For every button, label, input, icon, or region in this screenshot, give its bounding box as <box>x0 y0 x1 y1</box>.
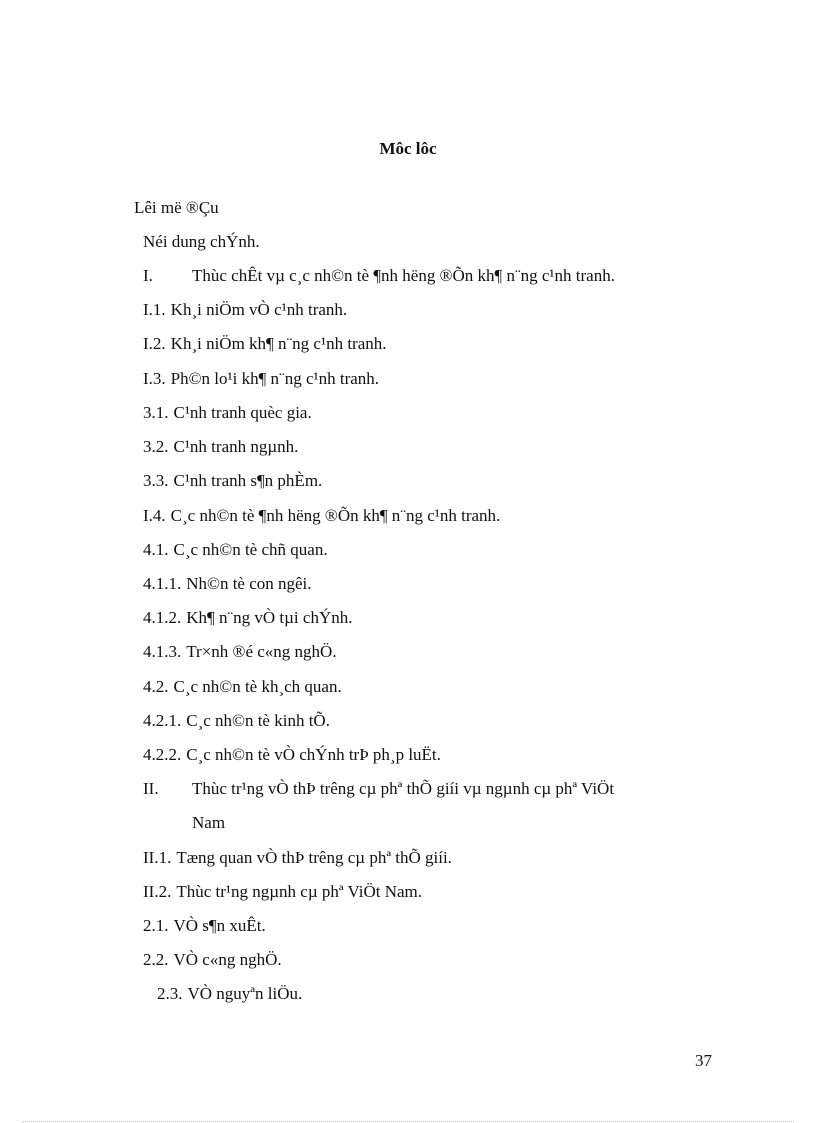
toc-entry-number: 2.2. <box>143 950 169 969</box>
toc-entry-number: 4.1.1. <box>143 574 182 593</box>
toc-entry-number: II. <box>143 779 159 798</box>
toc-entry <box>143 677 342 697</box>
toc-entry-text: Kh¸i niÖm vÒ c¹nh tranh. <box>170 300 348 319</box>
toc-entry-text: Kh¸i niÖm kh¶ n¨ng c¹nh tranh. <box>170 334 387 353</box>
toc-entry <box>143 540 328 560</box>
toc-entry-text: C¸c nh©n tè kh¸ch quan. <box>173 677 342 696</box>
toc-entry-number: 2.3. <box>157 984 183 1003</box>
toc-entry <box>143 642 337 662</box>
toc-entry <box>143 334 387 354</box>
toc-entry-continuation <box>192 813 225 833</box>
toc-entry-number: 3.3. <box>143 471 169 490</box>
toc-entry-number: I. <box>143 266 153 285</box>
toc-entry-text: Lêi më ®Çu <box>134 198 219 217</box>
page-number: 37 <box>695 1051 712 1070</box>
toc-entry-number: 3.1. <box>143 403 169 422</box>
toc-entry-text: C¹nh tranh quèc gia. <box>173 403 312 422</box>
toc-entry <box>143 300 347 320</box>
toc-entry-number: 2.1. <box>143 916 169 935</box>
toc-entry-number: 4.2.2. <box>143 745 182 764</box>
toc-entry <box>157 984 302 1004</box>
toc-entry-number: I.2. <box>143 334 166 353</box>
page-title: Môc lôc <box>379 139 437 158</box>
toc-entry <box>143 471 322 491</box>
toc-entry-text: Thùc chÊt vµ c¸c nh©n tè ¶nh hëng ®Õn kh¶ n¨ng c¹nh tranh. <box>192 266 615 285</box>
toc-entry-number: I.1. <box>143 300 166 319</box>
toc-entry-number: 3.2. <box>143 437 169 456</box>
toc-entry <box>143 574 312 594</box>
toc-entry <box>143 745 441 765</box>
toc-entry <box>143 848 452 868</box>
toc-entry-text: Thùc tr¹ng vÒ thÞ trêng cµ phª thÕ giíi vµ ngµnh cµ phª ViÖt <box>192 779 615 798</box>
toc-entry-number: 4.1.3. <box>143 642 182 661</box>
toc-entry-number: 4.1. <box>143 540 169 559</box>
toc-entry-number: II.2. <box>143 882 172 901</box>
toc-entry <box>143 916 266 936</box>
toc-entry-text: VÒ nguyªn liÖu. <box>187 984 303 1003</box>
toc-entry-number: II.1. <box>143 848 172 867</box>
footer-divider <box>22 1121 794 1122</box>
toc-entry <box>134 198 219 218</box>
toc-entry-number: 4.2.1. <box>143 711 182 730</box>
toc-entry-text: VÒ s¶n xuÊt. <box>173 916 266 935</box>
toc-entry <box>143 711 330 731</box>
toc-entry <box>143 369 379 389</box>
toc-entry-text: C¸c nh©n tè ¶nh hëng ®Õn kh¶ n¨ng c¹nh tranh. <box>170 506 501 525</box>
toc-entry-text: C¹nh tranh ngµnh. <box>173 437 299 456</box>
toc-entry-text: Néi dung chÝnh. <box>143 232 260 251</box>
toc-entry-text: Thùc tr¹ng ngµnh cµ phª ViÖt Nam. <box>176 882 423 901</box>
toc-entry-text: Tæng quan vÒ thÞ trêng cµ phª thÕ giíi. <box>176 848 452 867</box>
toc-entry-text: VÒ c«ng nghÖ. <box>173 950 282 969</box>
toc-entry-text: Nam <box>192 813 226 832</box>
toc-entry <box>143 403 312 423</box>
toc-entry-number: 4.1.2. <box>143 608 182 627</box>
toc-entry-text: Ph©n lo¹i kh¶ n¨ng c¹nh tranh. <box>170 369 380 388</box>
toc-entry-text: C¸c nh©n tè kinh tÕ. <box>186 711 330 730</box>
toc-entry-text: Kh¶ n¨ng vÒ tµi chÝnh. <box>186 608 353 627</box>
toc-entry-text: C¹nh tranh s¶n phÈm. <box>173 471 323 490</box>
toc-entry-text: Tr×nh ®é c«ng nghÖ. <box>186 642 337 661</box>
toc-entry <box>143 232 260 252</box>
toc-entry-text: C¸c nh©n tè vÒ chÝnh trÞ ph¸p luËt. <box>186 745 441 764</box>
toc-entry-text: Nh©n tè con ngêi. <box>186 574 312 593</box>
toc-entry-number: I.4. <box>143 506 166 525</box>
toc-entry-text: C¸c nh©n tè chñ quan. <box>173 540 328 559</box>
toc-entry <box>143 437 298 457</box>
toc-entry <box>143 506 500 526</box>
toc-entry <box>143 950 282 970</box>
toc-entry <box>143 779 614 799</box>
toc-entry-number: I.3. <box>143 369 166 388</box>
toc-entry <box>143 608 352 628</box>
toc-entry <box>143 266 615 286</box>
toc-entry-number: 4.2. <box>143 677 169 696</box>
toc-entry <box>143 882 422 902</box>
